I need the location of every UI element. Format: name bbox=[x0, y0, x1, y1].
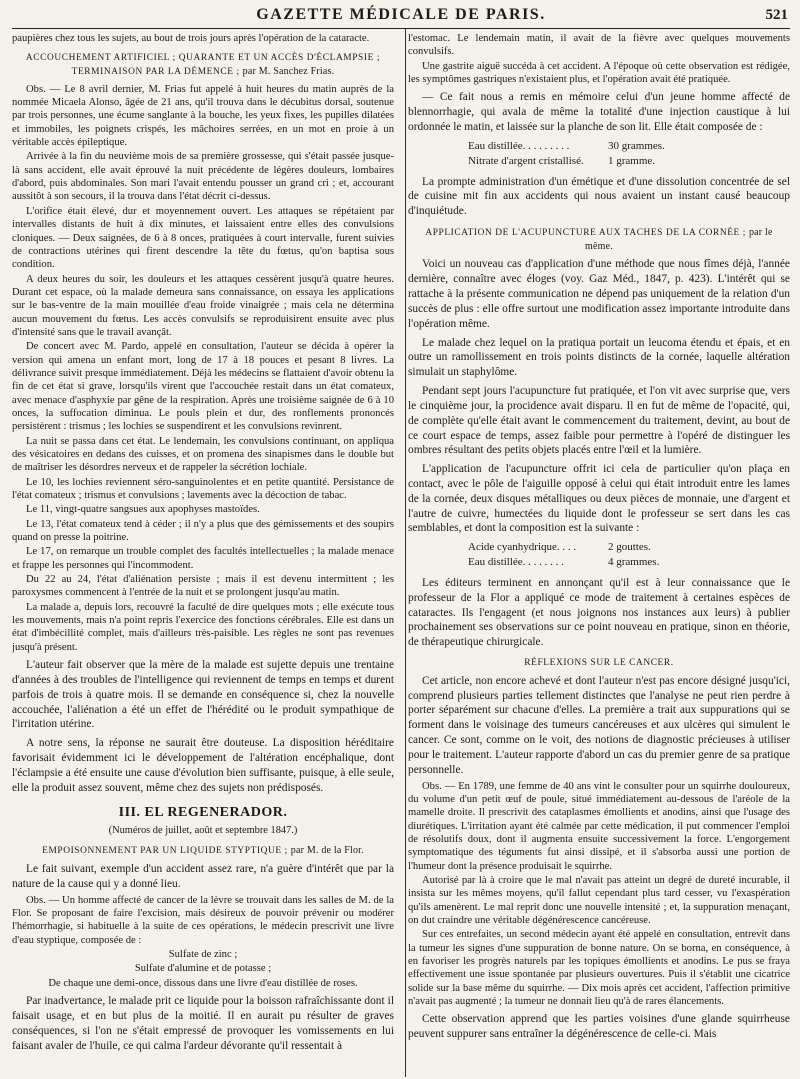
formula-acupuncture bbox=[468, 540, 790, 570]
heading-text: EMPOISONNEMENT PAR UN LIQUIDE STYPTIQUE ; bbox=[42, 846, 288, 857]
paragraph: Obs. — Un homme affecté de cancer de la lèvre se trouvait dans les salles de M. de la Flor. Se proposant de faire l'excision, mais désireux de pouvoir prévenir ou modérer l'hémorrhagie, si habituelle à la suite de ces opérations, le médecin prescrivit une livre d'eau styptique, composée de : bbox=[12, 894, 394, 946]
article-heading-acupuncture bbox=[416, 226, 782, 253]
running-head bbox=[12, 6, 790, 29]
paragraph: l'estomac. Le lendemain matin, il avait de la fièvre avec quelques mouvements convulsifs. bbox=[408, 33, 790, 58]
article-heading-cancer: RÉFLEXIONS SUR LE CANCER. bbox=[524, 658, 674, 669]
paragraph: Arrivée à la fin du neuvième mois de sa première grossesse, qui s'était passée jusque-là sans accident, elle avait éprouvé la nuit précédente de légères douleurs, lombaires d'abord, puis abdominales. Son mari l'avait entendu pousser un grand cri ; et, accourant aussitôt à son secours, il la trouva dans l'état décrit ci-dessus. bbox=[12, 151, 394, 203]
article-heading-eclampsie bbox=[20, 52, 386, 78]
paragraph: Le 17, on remarque un trouble complet des facultés intellectuelles ; la malade menace et frappe les personnes qui l'incommodent. bbox=[12, 546, 394, 571]
formula-row bbox=[468, 555, 790, 570]
formula-amount: 1 gramme. bbox=[608, 154, 656, 167]
paragraph: Obs. — En 1789, une femme de 40 ans vint le consulter pour un squirrhe douloureux, du volume d'un petit œuf de poule, situé immédiatement au-dessous de l'aréole de la mamelle droite. Il prescrivit des cataplasmes émollients et anodins, ainsi que l'usage des diurétiques. L'irritation ayant été calmée par cette médication, il put commencer l'emploi de résolutifs doux, dont il augmenta ensuite successivement la force. L'engorgement symptomatique des téguments fut ainsi dissipé, et il s'absorba aussi une portion de l'humeur dont la présence produisait le squirrhe. bbox=[408, 780, 790, 872]
formula-row bbox=[468, 154, 790, 169]
article-heading-styptique bbox=[20, 844, 386, 858]
paragraph: L'orifice était élevé, dur et moyennement ouvert. Les attaques se répétaient par intervalles distants de huit à dix minutes, et laissaient entre elles des convulsions cloniques. — Deux saignées, de 6 à 8 onces, pratiquées à court intervalle, furent suivies de contractions utérines qui firent descendre la tête du fœtus, qu'on baptisa sous condition. bbox=[12, 205, 394, 271]
column-rule bbox=[405, 29, 406, 1077]
heading-text: APPLICATION DE L'ACUPUNCTURE AUX TACHES DE LA CORNÉE ; bbox=[425, 228, 747, 239]
left-column bbox=[12, 29, 400, 1077]
paragraph: Une gastrite aiguë succéda à cet accident. A l'époque où cette observation est rédigée, les symptômes gastriques n'existaient plus, et l'opération avait été pratiquée. bbox=[408, 60, 790, 86]
formula-ingredient: Nitrate d'argent cristallisé. bbox=[468, 154, 584, 167]
prescription-line: Sulfate d'alumine et de potasse ; bbox=[134, 963, 272, 975]
paragraph: Sur ces entrefaites, un second médecin ayant été appelé en consultation, entrevit dans la tumeur les signes d'une suppuration de bonne nature. On se borna, en conséquence, à en favoriser les progrès naturels par les topiques émollients et anodins. Le pus se fraya effectivement une issue spontanée par plusieurs ouvertures. Puis il s'établit une cicatrice solide sur la base même du squirrhe. — Dix mois après cet accident, l'affection primitive n'avait pas augmenté ; la tumeur ne donnait lieu qu'à de rares élancements. bbox=[408, 929, 790, 1008]
paragraph: Le 11, vingt-quatre sangsues aux apophyses mastoïdes. bbox=[26, 504, 260, 516]
paragraph: L'auteur fait observer que la mère de la malade est sujette depuis une trentaine d'années à des troubles de l'intelligence qui reviennent de temps en temps et durent parfois de trois à quatre mois. Il se demande en conséquence si, chez la nouvelle accouchée, l'aliénation a été un effet de l'hérédité ou le produit sympathique de l'irritation utérine. bbox=[12, 659, 394, 731]
prescription-line: De chaque une demi-once, dissous dans une livre d'eau distillée de roses. bbox=[48, 977, 358, 989]
formula-ingredient: Acide cyanhydrique. . . . bbox=[468, 541, 577, 554]
formula-injection bbox=[468, 139, 790, 169]
paragraph: Cette observation apprend que les parties voisines d'une glande squirrheuse peuvent suppurer sans entraîner la dégénérescence de celle-ci. Mais bbox=[408, 1013, 790, 1041]
paragraph: A deux heures du soir, les douleurs et les attaques cessèrent jusqu'à quatre heures. Durant cet espace, où la malade demeura sans connaissance, on essaya les applications sur le bas-ventre de la main mouillée d'eau froide vinaigrée ; mais cela ne détermina aucun mouvement du fœtus. Les accès convulsifs se reproduisirent ensuite avec plus d'intensité sans que le travail avançât. bbox=[12, 273, 394, 338]
paragraph: Le fait suivant, exemple d'un accident assez rare, n'a guère d'intérêt que par la nature de la cause qui y a donné lieu. bbox=[12, 863, 394, 890]
prescription-line: Sulfate de zinc ; bbox=[168, 949, 238, 961]
paragraph: paupières chez tous les sujets, au bout de trois jours après l'opération de la cataracte. bbox=[12, 33, 370, 44]
heading-text: ACCOUCHEMENT ARTIFICIEL ; QUARANTE ET UN ACCÈS D'ÉCLAMPSIE ; TERMINAISON PAR LA DÉMENCE ; bbox=[25, 53, 381, 78]
formula-row bbox=[468, 540, 790, 555]
paragraph: Autorisé par là à croire que le mal n'avait pas atteint un degré de dureté incurable, il insista sur les mêmes moyens, qu'il fallut cependant plus tard cesser, vu l'exaspération qu'ils amenèrent. Le mal reprit donc une nouvelle intensité ; et, la suppuration menaçant, on dut craindre une véritable dégénérescence cancéreuse. bbox=[408, 875, 790, 927]
paragraph: Par inadvertance, le malade prit ce liquide pour la boisson rafraîchissante dont il faisait usage, et en but plus de la moitié. Il en aurait pu résulter de graves conséquences, si l'on ne s'était empressé de provoquer les vomissements en lui faisant avaler de l'huile, ce qui calma l'ardeur dévorante qu'il ressentait à bbox=[12, 995, 394, 1052]
paragraph: Le malade chez lequel on la pratiqua portait un leucoma étendu et épais, et en outre un ramollissement en trois points distincts de la cornée, laquelle altération simulait un staphylôme. bbox=[408, 336, 790, 379]
paragraph: Obs. — Le 8 avril dernier, M. Frias fut appelé à huit heures du matin auprès de la nommée Micaela Alonso, âgée de 21 ans, qu'il trouva dans le décubitus dorsal, soutenue par trois personnes, une écume sanglante à la bouche, les yeux fixes, les pupilles dilatées et immobiles, les poignets crispés, les mâchoires serrées, en un mot en proie à un véritable accès épileptique. bbox=[12, 83, 394, 149]
paragraph: La malade a, depuis lors, recouvré la faculté de dire quelques mots ; elle exécute tous les mouvements, mais n'a point repris l'exercice des fonctions cérébrales. Elle est dans un état d'imbécillité complet, mais d'ailleurs très-paisible. Les règles ne sont pas revenues jusqu'à présent. bbox=[12, 601, 394, 653]
formula-ingredient: Eau distillée. . . . . . . . . bbox=[468, 139, 570, 152]
page-number: 521 bbox=[765, 7, 788, 23]
paragraph: Voici un nouveau cas d'application d'une méthode que nous fîmes déjà, l'année dernière, connaître avec éloges (voy. Gaz Méd., 1847, p. 423). L'intérêt qui se rattache à la présente communication ne dépend pas uniquement de la relation d'un succès de plus : elle offre surtout une modification assez importante introduite dans l'opération même. bbox=[408, 258, 790, 330]
paragraph: — Ce fait nous a remis en mémoire celui d'un jeune homme affecté de blennorrhagie, qui avala de même la totalité d'une injection caustique à lui ordonnée le matin, et laissée sur la planche de son lit. Elle était composée de : bbox=[408, 91, 790, 134]
text-columns bbox=[12, 29, 790, 1077]
heading-author: par M. Sanchez Frias. bbox=[242, 66, 335, 78]
paragraph: La nuit se passa dans cet état. Le lendemain, les convulsions continuant, on appliqua des vésicatoires en dedans des cuisses, et on promena des sinapismes dans le double but de maîtriser les désordres nerveux et de rappeler la sécrétion lochiale. bbox=[12, 435, 394, 474]
paragraph: Du 22 au 24, l'état d'aliénation persiste ; mais il est devenu intermittent ; les paroxysmes commencent à l'entrée de la nuit et se prolongent jusqu'au matin. bbox=[12, 574, 394, 599]
paragraph: Le 10, les lochies reviennent séro-sanguinolentes et en petite quantité. Persistance de l'état comateux ; trismus et convulsions ; lavements avec la décoction de tabac. bbox=[12, 476, 394, 502]
journal-title: GAZETTE MÉDICALE DE PARIS. bbox=[256, 6, 546, 23]
paragraph: La prompte administration d'un émétique et d'une dissolution concentrée de sel de cuisine mit fin aux accidents qui nous avaient un instant causé beaucoup d'inquiétude. bbox=[408, 175, 790, 218]
formula-row bbox=[468, 139, 790, 154]
paragraph: Pendant sept jours l'acupuncture fut pratiquée, et l'on vit avec surprise que, vers le cinquième jour, la procidence avait disparu. Il en fut de même de l'opacité, qui, de complète qu'elle était avant le commencement du traitement, devint, au bout de ce court espace de temps, assez faible pour permettre à l'opéré de distinguer les ombres résultant des petits objets placés entre l'œil et la lumière. bbox=[408, 385, 790, 457]
paragraph: Les éditeurs terminent en annonçant qu'il est à leur connaissance que le professeur de la Flor a appliqué ce mode de traitement à certaines espèces de cataractes. Ils l'engagent (et nous joignons nos instances aux leurs) à publier prochainement ses observations sur ce point nouveau en pratique, sinon en théorie, de thérapeutique chirurgicale. bbox=[408, 577, 790, 649]
paragraph: De concert avec M. Pardo, appelé en consultation, l'auteur se décida à opérer la version qui amena un enfant mort, long de 17 à 18 pouces et pesant 8 livres. La délivrance suivit presque immédiatement. Déjà les médecins se flattaient d'avoir obtenu la fin de cet état si grave, lorsqu'ils virent que l'accouchée restait dans un état comateux, avec menace d'asphyxie par gêne de la respiration. Après une troisième saignée de 6 à 10 onces, la suffocation diminua. Le pouls plein et dur, des ronflements prononcés persistèrent : trismus ; les lochies se suspendirent et les convulsions revinrent. bbox=[12, 341, 394, 433]
heading-author: par le même. bbox=[585, 227, 773, 252]
paragraph: Le 13, l'état comateux tend à céder ; il n'y a plus que des gémissements et des soupirs quand on presse la poitrine. bbox=[12, 518, 394, 544]
paragraph: Cet article, non encore achevé et dont l'auteur n'est pas encore désigné jusqu'ici, comprend plusieurs parties tellement distinctes que l'analyse ne peut rien perdre à porter séparément sur chacune d'elles. La première a trait aux suppurations qui se forment dans le voisinage des tumeurs cancéreuses et aux ulcères qui simulent le cancer. Ce sont, comme on le voit, des notions de diagnostic précieuses à utiliser pour le traitement. L'auteur rapporte d'abord un cas du premier genre de sa pratique personnelle. bbox=[408, 674, 790, 776]
paragraph: A notre sens, la réponse ne saurait être douteuse. La disposition héréditaire favorisait évidemment ici le développement de l'altération encéphalique, dont l'éclampsie a été ensuite une cause d'évolution bien suffisante, puisque, à elle seule, elle la produit assez souvent, même chez des sujets non prédisposés. bbox=[12, 737, 394, 794]
paragraph: L'application de l'acupuncture offrit ici cela de particulier qu'on plaça en contact, avec le pôle de l'aiguille opposé à celui qui était introduit entre les lames de la cornée, deux disques métalliques ou deux pièces de monnaie, une d'argent et l'autre de cuivre, humectées du liquide dont le professeur se sert dans les cas semblables, et dont la composition est la suivante : bbox=[408, 463, 790, 535]
heading-author: par M. de la Flor. bbox=[290, 845, 364, 857]
issue-note: (Numéros de juillet, août et septembre 1847.) bbox=[108, 825, 298, 837]
right-column bbox=[400, 29, 790, 1077]
formula-ingredient: Eau distillée. . . . . . . . bbox=[468, 556, 564, 569]
formula-amount: 4 grammes. bbox=[608, 556, 660, 569]
formula-amount: 2 gouttes. bbox=[608, 541, 651, 554]
formula-amount: 30 grammes. bbox=[608, 139, 665, 152]
section-title: III. EL REGENERADOR. bbox=[118, 804, 288, 820]
